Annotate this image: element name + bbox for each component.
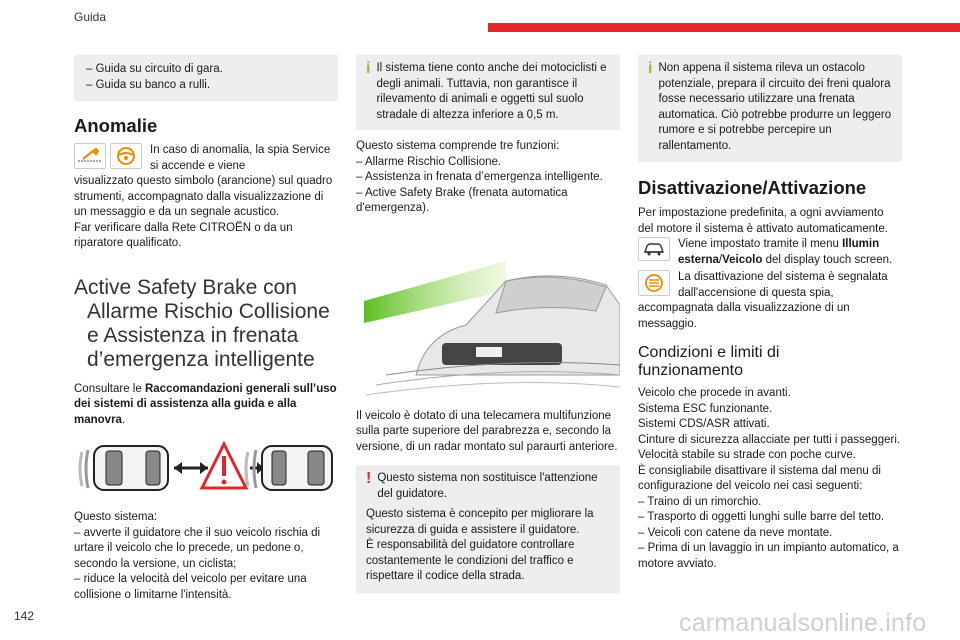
conditions-list: [638, 386, 902, 572]
page-number: 142: [14, 609, 35, 623]
column-1: [74, 55, 338, 603]
condition-line: Sistemi CDS/ASR attivati.: [638, 418, 770, 430]
menu-icon-row: [638, 237, 902, 268]
warning-text-block: [377, 471, 610, 502]
anomalie-icon-row: [74, 143, 338, 174]
info-text-2: Non appena il sistema rileva un ostacolo potenziale, prepara il circuito dei freni qualora fosse necessario utilizzare una frenata automatica. Ciò potrebbe produrre un leggero rumore e si potrebbe percepire un rallentamento.: [658, 62, 892, 152]
watermark: carmanualsonline.info: [679, 609, 927, 637]
consult-link-text: Raccomandazioni generali sull’uso dei sistemi di assistenza alla guida e alla manovra: [74, 382, 337, 426]
condition-line: È consigliabile disattivare il sistema dal menu di configurazione del veicolo nei casi seguenti:: [638, 464, 881, 492]
info-text: Il sistema tiene conto anche dei motociclisti e degli animali. Tuttavia, non garantisce il rilevamento di animali e oggetti sul suolo stradale di altezza inferiore a 0,5 m.: [376, 62, 607, 121]
list-item: – Guida su circuito di gara.: [86, 63, 223, 75]
function-item: – Allarme Rischio Collisione.: [356, 155, 502, 168]
signal-icon-row: [638, 270, 902, 301]
system-item: – avverte il guidatore che il suo veicolo rischia di urtare il veicolo che lo precede, un pedone o, secondo la versione, un ciclista;: [74, 526, 321, 570]
info-box-2: [638, 55, 902, 162]
car-radar-illustration: [356, 225, 620, 401]
menu-illumin: Illumin esterna: [678, 238, 880, 266]
system-item: – riduce la velocità del veicolo per evitare una collisione o limitarne l'intensità.: [74, 573, 307, 601]
info-box: [356, 55, 620, 130]
function-item: – Active Safety Brake (frenata automatica d'emergenza).: [356, 186, 568, 214]
collision-warning-light-icon: [638, 270, 670, 296]
asb-heading-line-3: e Assistenza in frenata: [87, 323, 299, 347]
warning-line: Questo sistema non sostituisce l'attenzione del guidatore.: [377, 472, 598, 500]
menu-suffix: del display touch screen.: [762, 253, 893, 266]
warning-line: È responsabilità del guidatore controllare costantemente le condizioni del traffico e rispettare il codice della strada.: [366, 539, 575, 582]
condition-item: – Veicoli con catene da neve montate.: [638, 526, 833, 539]
column-3: [638, 55, 902, 572]
deactivation-text: Per impostazione predefinita, a ogni avviamento del motore il sistema è attivato automaticamente.: [638, 207, 888, 235]
deactivation-heading: Disattivazione/Attivazione: [638, 177, 867, 198]
list-item: – Guida su banco a rulli.: [86, 78, 211, 91]
header-accent-bar: [488, 23, 960, 32]
condition-line: Veicolo che procede in avanti.: [638, 387, 791, 399]
warning-triangle-icon: [202, 444, 246, 488]
car-menu-icon: [638, 237, 670, 261]
anomalie-icon-text: In caso di anomalia, la spia Service si accende e viene: [150, 144, 331, 172]
menu-veicolo: Veicolo: [722, 253, 763, 266]
asb-heading: [74, 276, 338, 372]
conditions-heading: [638, 344, 902, 380]
conditions-heading-line-2: funzionamento: [638, 362, 743, 379]
asb-heading-line-2: Allarme Rischio Collisione: [87, 299, 330, 323]
condition-line: Sistema ESC funzionante.: [638, 402, 773, 415]
menu-sep: /: [718, 253, 723, 266]
double-arrow-icon: [174, 462, 208, 474]
camera-text: Il veicolo è dotato di una telecamera multifunzione sulla parte superiore del parabrezza e, secondo la versione, di un radar montato sul paraurti anteriore.: [356, 409, 618, 453]
info-icon: i: [648, 60, 653, 77]
anomalie-heading: Anomalie: [74, 115, 158, 136]
warning-box: [356, 465, 620, 509]
section-title: Guida: [74, 10, 107, 24]
consult-prefix: Consultare le: [74, 382, 145, 395]
system-intro: Questo sistema:: [74, 511, 158, 523]
condition-item: – Traino di un rimorchio.: [638, 495, 762, 508]
functions-intro: Questo sistema comprende tre funzioni:: [356, 140, 560, 152]
collision-illustration: [74, 440, 338, 502]
menu-text: [674, 237, 902, 268]
signal-text-rest: accompagnata dalla visualizzazione di un messaggio.: [638, 302, 850, 330]
warning-box-continued: [356, 507, 620, 593]
anomalie-text-2: Far verificare dalla Rete CITROËN o da un riparatore qualificato.: [74, 221, 293, 249]
condition-item: – Trasporto di oggetti lunghi sulle barre del tetto.: [638, 511, 885, 523]
function-item: – Assistenza in frenata d’emergenza intelligente.: [356, 171, 603, 183]
anomalie-text: visualizzato questo simbolo (arancione) sul quadro strumenti, accompagnato dalla visualizzazione di un messaggio e da un segnale acustico.: [74, 175, 333, 218]
condition-line: Cinture di sicurezza allacciate per tutti i passeggeri.: [638, 433, 901, 446]
consult-text: [74, 382, 338, 429]
service-wrench-icon: [74, 143, 106, 169]
condition-line: Velocità stabile su strade con poche curve.: [638, 449, 856, 461]
warning-icon: !: [366, 470, 372, 487]
rear-car-icon: [80, 446, 168, 490]
info-icon: i: [366, 60, 371, 77]
asb-heading-line-4: d’emergenza intelligente: [87, 347, 315, 371]
warning-line: Questo sistema è concepito per migliorare la sicurezza di guida e assistere il guidatore.: [366, 508, 594, 536]
asb-heading-line-1: Active Safety Brake con: [74, 275, 297, 299]
conditions-heading-line-1: Condizioni e limiti di: [638, 344, 780, 361]
column-2: [356, 55, 620, 593]
signal-text: La disattivazione del sistema è segnalata dall'accensione di questa spia,: [678, 271, 888, 299]
exceptions-box: [74, 55, 338, 101]
consult-suffix: .: [121, 413, 126, 426]
condition-item: – Prima di un lavaggio in un impianto automatico, a motore avviato.: [638, 542, 899, 570]
steering-alert-icon: [110, 143, 142, 169]
menu-prefix: Viene impostato tramite il menu: [678, 238, 843, 250]
